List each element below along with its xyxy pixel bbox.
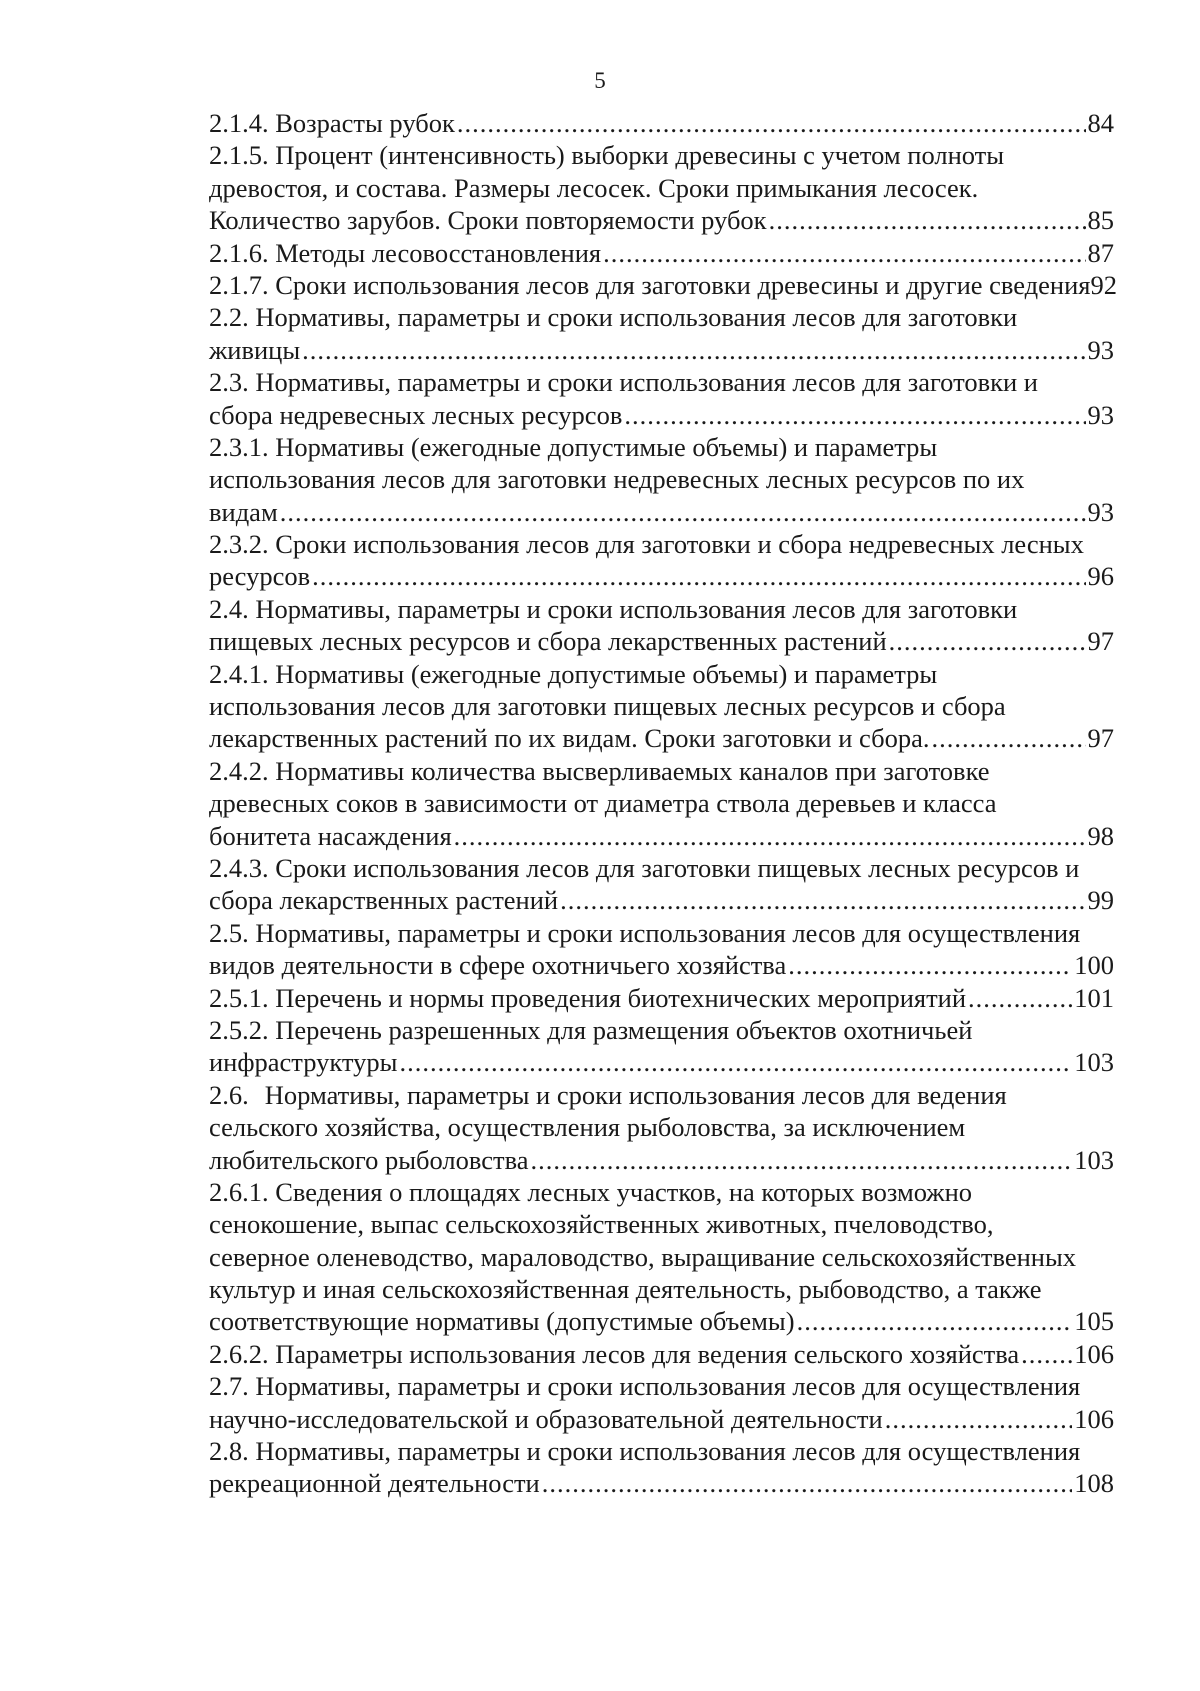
toc-entry-text: сельского хозяйства, осуществления рыболовства, за исключением xyxy=(209,1112,966,1143)
toc-entry-2-8[interactable] xyxy=(209,1435,1114,1500)
toc-entry-text: Количество зарубов. Сроки повторяемости рубок xyxy=(209,205,767,236)
toc-entry-2-5[interactable] xyxy=(209,917,1114,982)
toc-entry-2-6-2[interactable] xyxy=(209,1338,1114,1370)
dot-leader xyxy=(302,334,1085,366)
dot-leader xyxy=(399,1046,1072,1078)
toc-entry-text: культур и иная сельскохозяйственная деятельность, рыбоводство, а также xyxy=(209,1274,1042,1305)
toc-entry-line xyxy=(209,237,1114,269)
toc-entry-2-3-2[interactable] xyxy=(209,528,1114,593)
dot-leader xyxy=(457,107,1086,139)
toc-page-number: 84 xyxy=(1087,108,1114,138)
toc-entry-2-3-1[interactable] xyxy=(209,431,1114,528)
toc-entry-2-1-5[interactable] xyxy=(209,139,1114,236)
toc-entry-2-4[interactable] xyxy=(209,593,1114,658)
toc-entry-2-1-7[interactable] xyxy=(209,269,1117,301)
toc-entry-text: видов деятельности в сфере охотничьего хозяйства xyxy=(209,950,787,981)
dot-leader xyxy=(312,560,1085,592)
table-of-contents xyxy=(209,107,1117,1500)
toc-page-number: 106 xyxy=(1074,1403,1114,1434)
toc-entry-text: 2.7. Нормативы, параметры и сроки использования лесов для осуществления xyxy=(209,1371,1081,1402)
toc-entry-2-3[interactable] xyxy=(209,366,1114,431)
toc-entry-text: 2.6.1. Сведения о площадях лесных участков, на которых возможно xyxy=(209,1176,973,1207)
dot-leader xyxy=(454,820,1086,852)
toc-entry-2-4-1[interactable] xyxy=(209,658,1114,755)
toc-page-number: 97 xyxy=(1087,723,1114,754)
toc-entry-text: древесных соков в зависимости от диаметра ствола деревьев и класса xyxy=(209,788,997,819)
toc-entry-text: 2.5.2. Перечень разрешенных для размещения объектов охотничьей xyxy=(209,1014,973,1045)
toc-entry-text: видам xyxy=(209,496,278,527)
toc-entry-2-4-3[interactable] xyxy=(209,852,1114,917)
toc-entry-text: 2.2. Нормативы, параметры и сроки использования лесов для заготовки xyxy=(209,302,1018,333)
toc-page-number: 93 xyxy=(1087,496,1114,527)
toc-entry-text: любительского рыболовства xyxy=(209,1144,529,1175)
toc-entry-line xyxy=(209,1144,1114,1176)
dot-leader xyxy=(769,204,1086,236)
toc-entry-text: 2.4. Нормативы, параметры и сроки использования лесов для заготовки xyxy=(209,593,1018,624)
toc-entry-line xyxy=(209,884,1114,916)
toc-page-number: 93 xyxy=(1087,399,1114,430)
toc-page-number: 97 xyxy=(1087,626,1114,657)
toc-entry-text: 2.3.2. Сроки использования лесов для заготовки и сбора недревесных лесных xyxy=(209,529,1084,560)
toc-entry-text: использования лесов для заготовки недревесных лесных ресурсов по их xyxy=(209,464,1025,495)
dot-leader xyxy=(280,496,1086,528)
toc-entry-text: использования лесов для заготовки пищевых лесных ресурсов и сбора xyxy=(209,691,1006,722)
toc-entry-line xyxy=(209,204,1114,236)
toc-entry-text: 2.1.6. Методы лесовосстановления xyxy=(209,237,602,268)
toc-entry-line xyxy=(209,625,1114,657)
toc-page-number: 99 xyxy=(1087,885,1114,916)
toc-entry-text: лекарственных растений по их видам. Сроки заготовки и сбора. xyxy=(209,723,930,754)
toc-entry-line xyxy=(209,1046,1114,1078)
toc-entry-text: пищевых лесных ресурсов и сбора лекарственных растений xyxy=(209,626,887,657)
toc-page-number: 108 xyxy=(1074,1468,1114,1499)
dot-leader xyxy=(968,982,1072,1014)
toc-entry-2-1-4[interactable] xyxy=(209,107,1114,139)
toc-page-number: 103 xyxy=(1074,1047,1114,1078)
toc-entry-text: бонитета насаждения xyxy=(209,820,452,851)
toc-entry-text: живицы xyxy=(209,334,301,365)
toc-entry-text: 2.1.4. Возрасты рубок xyxy=(209,108,455,138)
dot-leader xyxy=(889,625,1086,657)
toc-entry-text: 2.1.5. Процент (интенсивность) выборки древесины с учетом полноты xyxy=(209,140,1005,171)
toc-page-number: 96 xyxy=(1087,561,1114,592)
toc-entry-2-6[interactable] xyxy=(209,1079,1114,1176)
toc-entry-2-7[interactable] xyxy=(209,1370,1114,1435)
toc-entry-text: 2.8. Нормативы, параметры и сроки использования лесов для осуществления xyxy=(209,1436,1081,1467)
toc-entry-line xyxy=(209,334,1114,366)
toc-entry-number: 2.6. xyxy=(209,1079,249,1110)
toc-page-number: 101 xyxy=(1074,982,1114,1013)
toc-entry-2-2[interactable] xyxy=(209,301,1114,366)
toc-entry-text: сенокошение, выпас сельскохозяйственных животных, пчеловодство, xyxy=(209,1209,994,1240)
dot-leader xyxy=(931,722,1085,754)
toc-entry-line xyxy=(209,269,1117,301)
toc-page-number: 98 xyxy=(1087,820,1114,851)
toc-page-number: 85 xyxy=(1087,205,1114,236)
toc-entry-2-5-2[interactable] xyxy=(209,1014,1114,1079)
toc-page-number: 103 xyxy=(1074,1144,1114,1175)
toc-entry-2-6-1[interactable] xyxy=(209,1176,1114,1338)
toc-entry-text: 2.3.1. Нормативы (ежегодные допустимые объемы) и параметры xyxy=(209,431,938,462)
toc-entry-text: ресурсов xyxy=(209,561,311,592)
toc-entry-text: 2.4.1. Нормативы (ежегодные допустимые объемы) и параметры xyxy=(209,658,938,689)
toc-entry-first-line xyxy=(209,1079,1114,1111)
toc-entry-text: рекреационной деятельности xyxy=(209,1468,540,1499)
toc-entry-2-5-1[interactable] xyxy=(209,982,1114,1014)
dot-leader xyxy=(542,1467,1073,1499)
toc-entry-text: сбора лекарственных растений xyxy=(209,885,559,916)
toc-entry-text: 2.4.3. Сроки использования лесов для заготовки пищевых лесных ресурсов и xyxy=(209,852,1080,883)
toc-entry-text: 2.4.2. Нормативы количества высверливаемых каналов при заготовке xyxy=(209,755,990,786)
dot-leader xyxy=(560,884,1085,916)
dot-leader xyxy=(1021,1338,1072,1370)
toc-page-number: 106 xyxy=(1074,1338,1114,1369)
toc-entry-line xyxy=(209,1305,1114,1337)
toc-entry-2-4-2[interactable] xyxy=(209,755,1114,852)
dot-leader xyxy=(788,949,1072,981)
dot-leader xyxy=(531,1144,1073,1176)
toc-entry-text: древостоя, и состава. Размеры лесосек. Сроки примыкания лесосек. xyxy=(209,172,979,203)
toc-page-number: 105 xyxy=(1074,1306,1114,1337)
toc-entry-text: 2.6.2. Параметры использования лесов для ведения сельского хозяйства xyxy=(209,1338,1020,1369)
toc-entry-text: 2.5. Нормативы, параметры и сроки использования лесов для осуществления xyxy=(209,917,1081,948)
toc-page-number: 87 xyxy=(1087,237,1114,268)
page-number: 5 xyxy=(594,68,606,93)
toc-entry-line xyxy=(209,107,1114,139)
toc-entry-text: Нормативы, параметры и сроки использования лесов для ведения xyxy=(264,1079,1007,1110)
toc-entry-line xyxy=(209,496,1114,528)
toc-entry-text: северное оленеводство, мараловодство, выращивание сельскохозяйственных xyxy=(209,1241,1077,1272)
toc-entry-text: 2.3. Нормативы, параметры и сроки использования лесов для заготовки и xyxy=(209,367,1038,398)
toc-entry-line xyxy=(209,1338,1114,1370)
toc-entry-text: 2.1.7. Сроки использования лесов для заготовки древесины и другие сведения xyxy=(209,269,1091,300)
toc-entry-line xyxy=(209,949,1114,981)
toc-entry-line xyxy=(209,820,1114,852)
toc-entry-line xyxy=(209,722,1114,754)
toc-entry-text: сбора недревесных лесных ресурсов xyxy=(209,399,623,430)
dot-leader xyxy=(603,237,1085,269)
toc-entry-text: соответствующие нормативы (допустимые объемы) xyxy=(209,1306,795,1337)
toc-entry-text: инфраструктуры xyxy=(209,1047,398,1078)
toc-entry-line xyxy=(209,1467,1114,1499)
dot-leader xyxy=(797,1305,1073,1337)
toc-entry-line xyxy=(209,1403,1114,1435)
toc-page-number: 93 xyxy=(1087,334,1114,365)
toc-entry-line xyxy=(209,982,1114,1014)
toc-entry-2-1-6[interactable] xyxy=(209,237,1114,269)
toc-entry-text: 2.5.1. Перечень и нормы проведения биотехнических мероприятий xyxy=(209,982,967,1013)
toc-entry-text: научно-исследовательской и образовательной деятельности xyxy=(209,1403,883,1434)
toc-entry-line xyxy=(209,399,1114,431)
dot-leader xyxy=(885,1403,1073,1435)
toc-page-number: 92 xyxy=(1090,269,1117,300)
toc-entry-line xyxy=(209,560,1114,592)
dot-leader xyxy=(624,399,1085,431)
toc-page-number: 100 xyxy=(1074,950,1114,981)
